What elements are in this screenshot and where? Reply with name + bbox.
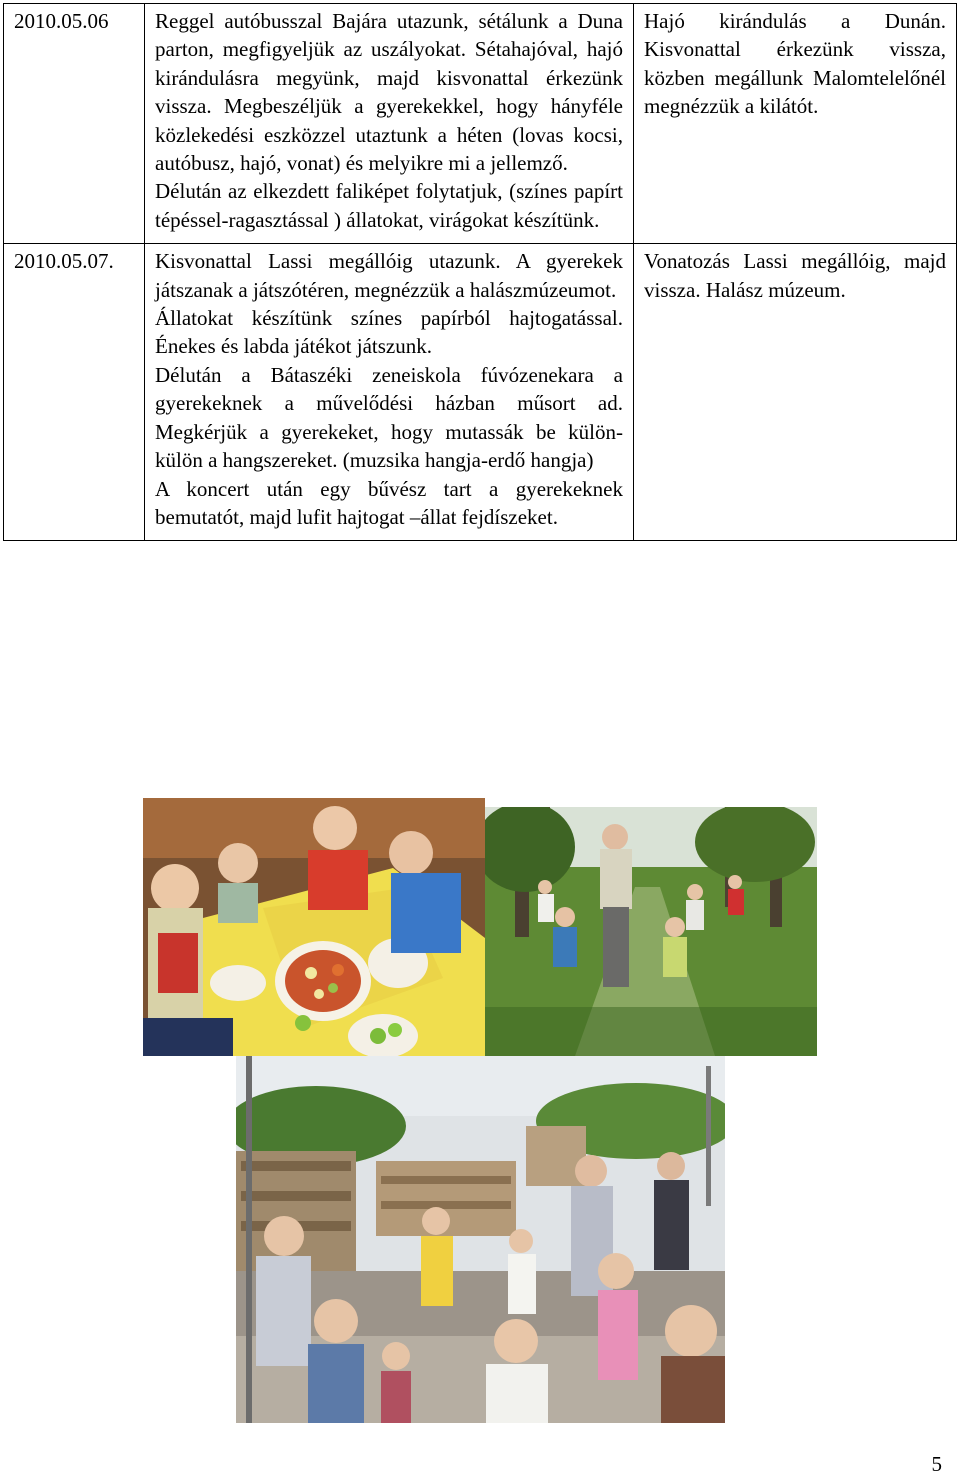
date-cell: 2010.05.06 (4, 4, 145, 244)
description-paragraph: Kisvonattal Lassi megállóig utazunk. A gyerekek játszanak a játszótéren, megnézzük a halászmúzeumot. (155, 249, 623, 302)
date-cell: 2010.05.07. (4, 244, 145, 541)
summary-cell: Hajó kirándulás a Dunán. Kisvonattal érkezünk vissza, közben megállunk Malomtelelőnél megnézzük a kilátót. (634, 4, 957, 244)
description-cell (145, 4, 634, 244)
nature-walk-photo (485, 807, 817, 1056)
description-paragraph: Délután a Bátaszéki zeneiskola fúvózenekara a gyerekeknek a művelődési házban műsort ad. Megkérjük a gyerekeket, hogy mutassák be külön-külön a hangszereket. (muzsika hangja-erdő hangja) (155, 362, 623, 473)
nature-walk-image (485, 807, 817, 1056)
lumberyard-visit-image (236, 1056, 725, 1423)
activity-plan-table (3, 3, 957, 541)
fruit-salad-image (143, 798, 485, 1056)
table-row (4, 244, 957, 541)
description-paragraph: A koncert után egy bűvész tart a gyerekeknek bemutatót, majd lufit hajtogat –állat fejdíszeket. (155, 476, 623, 529)
lumberyard-visit-photo (236, 1056, 725, 1423)
fruit-salad-photo (143, 798, 485, 1056)
summary-cell: Vonatozás Lassi megállóig, majd vissza. Halász múzeum. (634, 244, 957, 541)
description-paragraph: Reggel autóbusszal Bajára utazunk, sétálunk a Duna parton, megfigyeljük az uszályokat. Sétahajóval, hajó kirándulásra megyünk, majd kisvonattal érkezünk vissza. Megbeszéljük a gyerekekkel, hogy hányféle közlekedési eszközzel utaztunk a héten (lovas kocsi, autóbusz, hajó, vonat) és melyikre mi a jellemző. (155, 9, 623, 176)
table-row (4, 4, 957, 244)
page-number: 5 (931, 1452, 942, 1476)
description-paragraph: Állatokat készítünk színes papírból hajtogatással. Énekes és labda játékot játszunk. (155, 306, 623, 359)
description-paragraph: Délután az elkezdett faliképet folytatjuk, (színes papírt tépéssel-ragasztással ) állatokat, virágokat készítünk. (155, 179, 623, 232)
description-cell (145, 244, 634, 541)
